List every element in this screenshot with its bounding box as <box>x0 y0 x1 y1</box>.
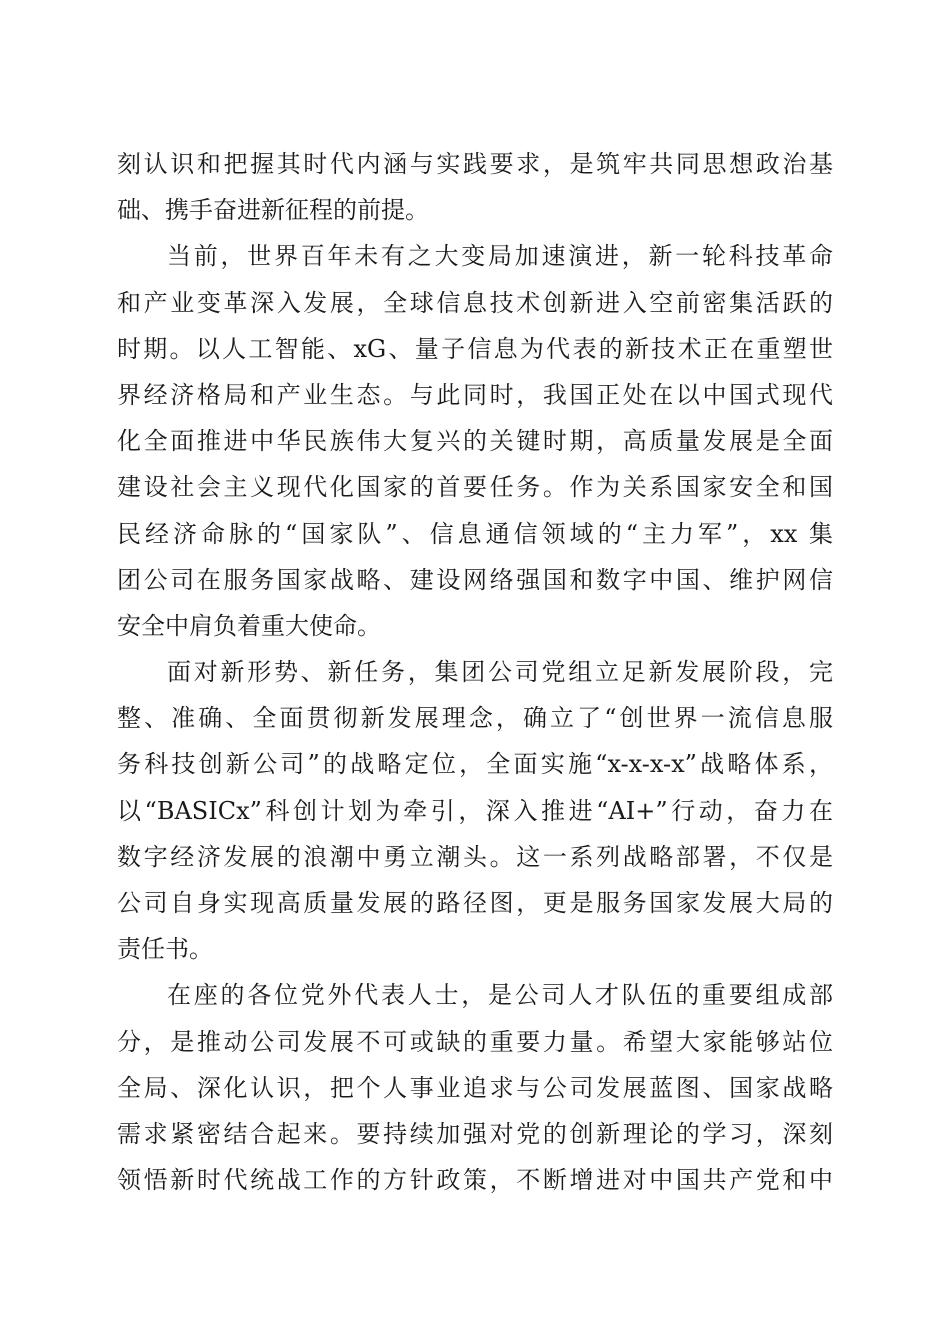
document-body <box>117 141 833 1203</box>
paragraph <box>117 649 833 972</box>
paragraph <box>117 233 833 649</box>
text-line: 数字经济发展的浪潮中勇立潮头。这一系列战略部署，不仅是 <box>117 842 833 871</box>
text-line: 建设社会主义现代化国家的首要任务。作为关系国家安全和国 <box>117 473 833 502</box>
text-line: 以“BASICx”科创计划为牵引，深入推进“AI+”行动，奋力在 <box>117 796 833 825</box>
text-line: 面对新形势、新任务，集团公司党组立足新发展阶段，完 <box>167 658 833 687</box>
text-line: 刻认识和把握其时代内涵与实践要求，是筑牢共同思想政治基 <box>117 150 833 178</box>
text-line: 在座的各位党外代表人士，是公司人才队伍的重要组成部 <box>167 981 833 1010</box>
text-line: 全局、深化认识，把个人事业追求与公司发展蓝图、国家战略 <box>117 1073 833 1102</box>
text-line: 整、准确、全面贯彻新发展理念，确立了“创世界一流信息服 <box>117 704 833 733</box>
text-line: 领悟新时代统战工作的方针政策，不断增进对中国共产党和中 <box>117 1166 833 1195</box>
text-line: 需求紧密结合起来。要持续加强对党的创新理论的学习，深刻 <box>117 1119 833 1148</box>
text-line: 安全中肩负着重大使命。 <box>117 611 381 640</box>
text-line: 责任书。 <box>117 935 213 964</box>
text-line: 界经济格局和产业生态。与此同时，我国正处在以中国式现代 <box>117 380 833 409</box>
text-line: 和产业变革深入发展，全球信息技术创新进入空前密集活跃的 <box>117 288 833 317</box>
text-line: 公司自身实现高质量发展的路径图，更是服务国家发展大局的 <box>117 889 833 917</box>
paragraph <box>117 972 833 1203</box>
text-line: 团公司在服务国家战略、建设网络强国和数字中国、维护网信 <box>117 565 833 594</box>
text-line: 化全面推进中华民族伟大复兴的关键时期，高质量发展是全面 <box>117 427 833 456</box>
text-line: 当前，世界百年未有之大变局加速演进，新一轮科技革命 <box>167 242 833 271</box>
text-line: 分，是推动公司发展不可或缺的重要力量。希望大家能够站位 <box>117 1027 833 1056</box>
text-line: 务科技创新公司”的战略定位，全面实施“x-x-x-x”战略体系， <box>117 750 833 779</box>
text-line: 时期。以人工智能、xG、量子信息为代表的新技术正在重塑世 <box>117 334 833 363</box>
text-line: 民经济命脉的“国家队”、信息通信领域的“主力军”，xx 集 <box>117 519 833 548</box>
paragraph <box>117 141 833 233</box>
text-line: 础、携手奋进新征程的前提。 <box>117 196 429 225</box>
